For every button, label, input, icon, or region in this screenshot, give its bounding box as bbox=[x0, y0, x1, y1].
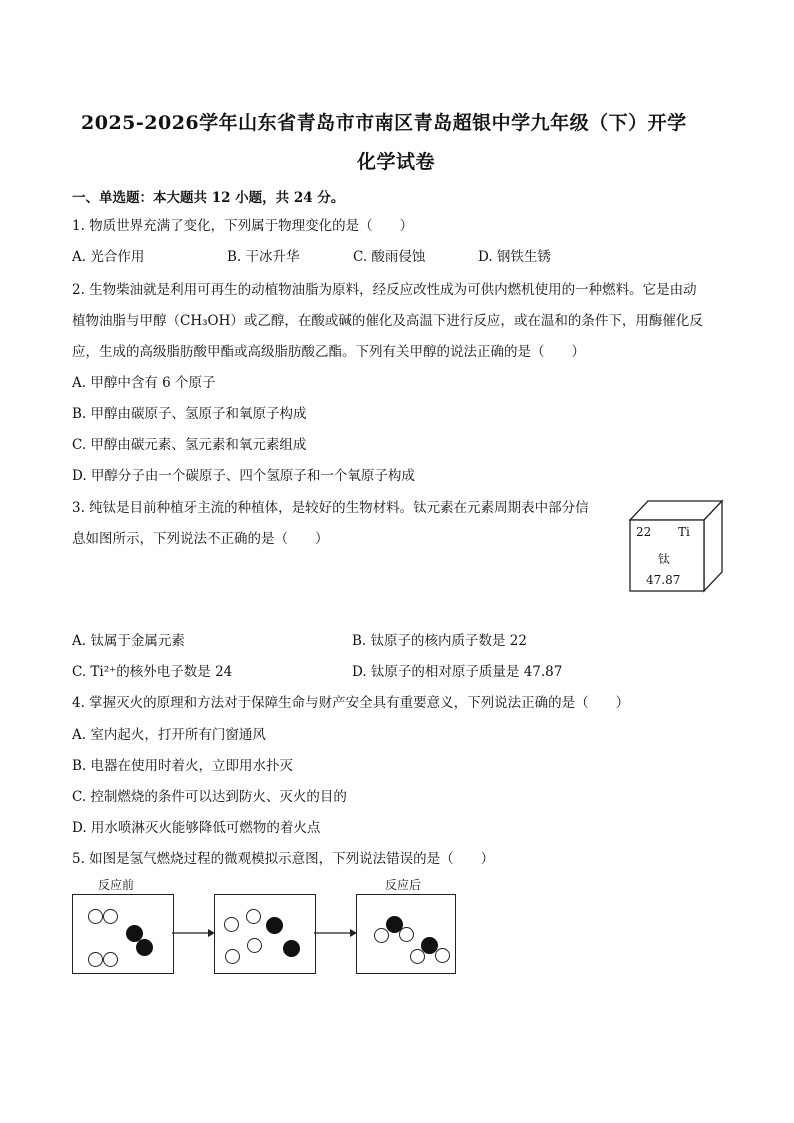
hydrogen-atom bbox=[247, 938, 262, 953]
element-atomic-number: 22 bbox=[636, 525, 652, 539]
q2-option-b: B. 甲醇由碳原子、氢原子和氧原子构成 bbox=[72, 406, 307, 422]
q2-line-2: 植物油脂与甲醇（CH₃OH）或乙醇，在酸或碱的催化及高温下进行反应，或在温和的条件下，用酶催化反 bbox=[72, 313, 703, 329]
reaction-arrow-2 bbox=[314, 926, 358, 940]
q3-line-1: 3. 纯钛是目前种植牙主流的种植体，是较好的生物材料。钛元素在元素周期表中部分信 bbox=[72, 500, 589, 516]
hydrogen-atom bbox=[435, 948, 450, 963]
q2-option-a: A. 甲醇中含有 6 个原子 bbox=[72, 375, 216, 391]
q1-option-b: B. 干冰升华 bbox=[227, 249, 300, 265]
reaction-after-label: 反应后 bbox=[385, 878, 422, 892]
q1-stem: 1. 物质世界充满了变化，下列属于物理变化的是（ ） bbox=[72, 218, 414, 234]
q2-option-d: D. 甲醇分子由一个碳原子、四个氢原子和一个氧原子构成 bbox=[72, 468, 415, 484]
q4-option-d: D. 用水喷淋灭火能够降低可燃物的着火点 bbox=[72, 820, 321, 836]
q4-option-a: A. 室内起火，打开所有门窗通风 bbox=[72, 727, 266, 743]
oxygen-atom bbox=[136, 939, 153, 956]
section-heading-prefix: 一、单选题： bbox=[72, 190, 153, 206]
q3-option-d: D. 钛原子的相对原子质量是 47.87 bbox=[352, 664, 563, 680]
page-title-line1: 2025-2026学年山东省青岛市市南区青岛超银中学九年级（下）开学 bbox=[81, 112, 687, 134]
element-name: 钛 bbox=[658, 552, 671, 566]
q3-option-a: A. 钛属于金属元素 bbox=[72, 633, 185, 649]
hydrogen-atom bbox=[399, 927, 414, 942]
element-symbol: Ti bbox=[678, 525, 690, 539]
hydrogen-atom bbox=[225, 949, 240, 964]
hydrogen-atom bbox=[374, 928, 389, 943]
q1-option-c: C. 酸雨侵蚀 bbox=[353, 249, 426, 265]
hydrogen-atom bbox=[103, 909, 118, 924]
page-title-line2: 化学试卷 bbox=[357, 151, 436, 173]
hydrogen-atom bbox=[246, 909, 261, 924]
hydrogen-atom bbox=[224, 917, 239, 932]
reaction-intermediate-box bbox=[214, 894, 316, 974]
section-heading bbox=[72, 186, 344, 206]
q2-line-1: 2. 生物柴油就是利用可再生的动植物油脂为原料，经反应改性成为可供内燃机使用的一种燃料。它是由动 bbox=[72, 282, 697, 298]
q3-option-b: B. 钛原子的核内质子数是 22 bbox=[352, 633, 527, 649]
hydrogen-atom bbox=[88, 952, 103, 967]
q2-line-3: 应，生成的高级脂肪酸甲酯或高级脂肪酸乙酯。下列有关甲醇的说法正确的是（ ） bbox=[72, 344, 585, 360]
element-tile-figure bbox=[628, 497, 724, 593]
q1-option-d: D. 钢铁生锈 bbox=[478, 249, 551, 265]
reaction-before-box bbox=[72, 894, 174, 974]
reaction-before-label: 反应前 bbox=[98, 878, 135, 892]
hydrogen-atom bbox=[103, 952, 118, 967]
reaction-arrow-1 bbox=[172, 926, 216, 940]
q2-option-c: C. 甲醇由碳元素、氢元素和氧元素组成 bbox=[72, 437, 307, 453]
q3-line-2: 息如图所示，下列说法不正确的是（ ） bbox=[72, 531, 329, 547]
q3-option-c: C. Ti²⁺的核外电子数是 24 bbox=[72, 664, 233, 680]
q4-option-c: C. 控制燃烧的条件可以达到防火、灭火的目的 bbox=[72, 789, 347, 805]
section-heading-rest: 本大题共 12 小题，共 24 分。 bbox=[153, 190, 345, 206]
hydrogen-atom bbox=[88, 909, 103, 924]
element-atomic-mass: 47.87 bbox=[646, 573, 681, 587]
q1-option-a: A. 光合作用 bbox=[72, 249, 145, 265]
oxygen-atom bbox=[283, 940, 300, 957]
q4-option-b: B. 电器在使用时着火，立即用水扑灭 bbox=[72, 758, 294, 774]
oxygen-atom bbox=[266, 917, 283, 934]
q4-stem: 4. 掌握灭火的原理和方法对于保障生命与财产安全具有重要意义，下列说法正确的是（ ） bbox=[72, 695, 630, 711]
reaction-after-box bbox=[356, 894, 456, 974]
q5-stem: 5. 如图是氢气燃烧过程的微观模拟示意图，下列说法错误的是（ ） bbox=[72, 851, 495, 867]
